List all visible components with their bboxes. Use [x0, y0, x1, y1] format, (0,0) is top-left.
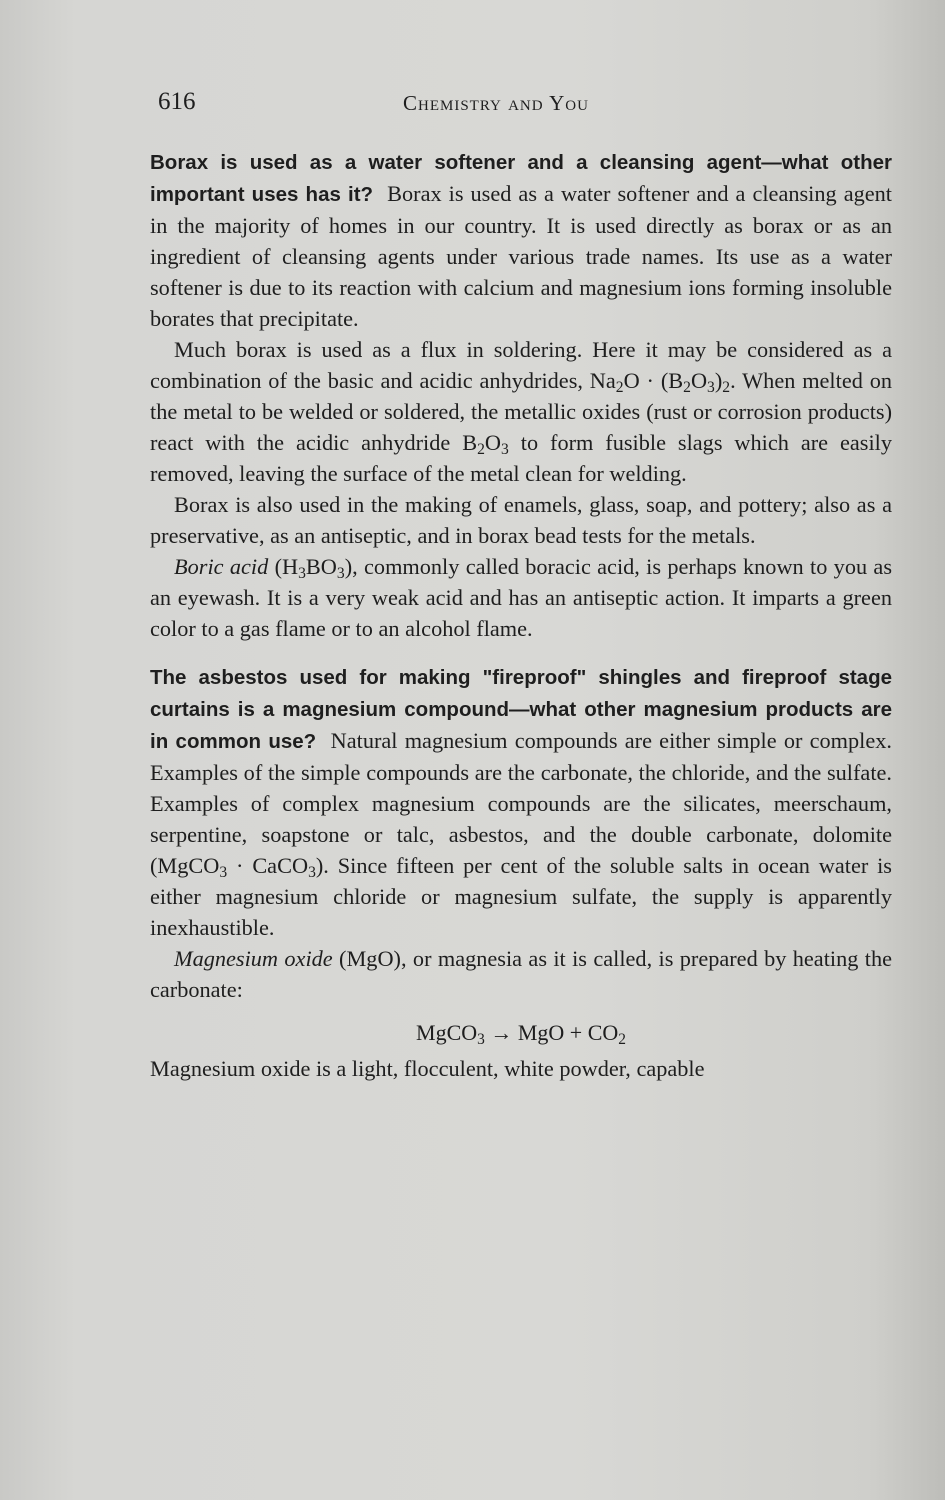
- boric-acid-text: , commonly called boracic acid, is perhaps known to you as an eyewash. It is a very weak acid and has an antiseptic action. It imparts a green color to a gas flame or to an alcohol flame.: [150, 554, 892, 641]
- magnesium-question-paragraph: [150, 661, 892, 943]
- magnesium-oxide-text: (MgO), or magnesia as it is called, is prepared by heating the carbonate:: [150, 946, 892, 1002]
- boric-acid-paragraph: [150, 551, 892, 644]
- equation-product-2: CO: [587, 1020, 619, 1045]
- flux-text-2: O · (B: [623, 368, 684, 393]
- boric-formula-1: (H: [274, 554, 299, 579]
- boric-sub-2: 3: [336, 564, 345, 582]
- magnesium-sub-2: 3: [308, 863, 316, 881]
- flux-text-7: to form fusible slags which are easily removed, leaving the surface of the metal clean for welding.: [150, 430, 892, 486]
- flux-text-1: Much borax is used as a flux in soldering. Here it may be considered as a combination of the basic and acidic anhydrides, Na: [150, 337, 892, 393]
- flux-sub-5: 2: [477, 440, 485, 458]
- flux-sub-2: 2: [683, 378, 691, 396]
- running-head: Chemistry and You: [403, 91, 589, 115]
- equation-reactant: MgCO: [416, 1020, 478, 1045]
- page-number: 616: [158, 88, 196, 115]
- magnesium-answer-1: Natural magnesium compounds are either simple or complex. Examples of the simple compounds are the carbonate, the chloride, and the sulfate. Examples of complex magnesium compounds are the silicates, meerschaum, serpentine, soapstone or talc, asbestos, and the double carbonate, dolomite (MgCO: [150, 728, 892, 878]
- equation-product-2-sub: 2: [618, 1030, 626, 1048]
- borax-uses-paragraph: Borax is also used in the making of enamels, glass, soap, and pottery; also as a preservative, as an antiseptic, and in borax bead tests for the metals.: [150, 492, 892, 548]
- magnesium-answer-3: ). Since fifteen per cent of the soluble salts in ocean water is either magnesium chloride or magnesium sulfate, the supply is apparently inexhaustible.: [150, 853, 892, 940]
- borax-answer-intro: Borax is used as a water softener and a cleansing agent in the majority of homes in our country. It is used directly as borax or as an ingredient of cleansing agents under various trade names. Its use as a water softener is due to its reaction with calcium and magnesium ions forming insoluble borates that precipitate.: [150, 181, 892, 331]
- equation-reactant-sub: 3: [477, 1030, 485, 1048]
- borax-flux-paragraph: [150, 334, 892, 489]
- boric-acid-term: Boric acid: [174, 554, 269, 579]
- equation-plus: +: [564, 1020, 588, 1045]
- flux-sub-6: 3: [501, 440, 509, 458]
- flux-text-6: O: [484, 430, 502, 455]
- flux-sub-4: 2: [722, 378, 731, 396]
- closing-line: Magnesium oxide is a light, flocculent, white powder, capable: [150, 1056, 705, 1081]
- magnesium-sub-1: 3: [219, 863, 228, 881]
- equation-arrow: →: [484, 1020, 518, 1045]
- flux-sub-1: 2: [615, 378, 624, 396]
- page-header: [158, 88, 898, 122]
- boric-formula-3: ): [344, 554, 353, 579]
- magnesium-question: The asbestos used for making "fireproof" shingles and fireproof stage curtains is a magnesium compound—what other magnesium products are in common use?: [150, 666, 892, 753]
- borax-question-paragraph: [150, 146, 892, 334]
- flux-text-3: O: [690, 368, 708, 393]
- flux-text-5: . When melted on the metal to be welded or soldered, the metallic oxides (rust or corrosion products) react with the acidic anhydride B: [150, 368, 893, 455]
- magnesium-oxide-term: Magnesium oxide: [174, 946, 333, 971]
- magnesium-answer-2: · CaCO: [227, 853, 309, 878]
- flux-text-4: ): [714, 368, 723, 393]
- flux-sub-3: 3: [707, 378, 715, 396]
- boric-formula-2: BO: [305, 554, 337, 579]
- body-text: [150, 146, 892, 1084]
- magnesium-oxide-paragraph: [150, 943, 892, 1005]
- chemical-equation: [150, 1017, 892, 1048]
- boric-sub-1: 3: [298, 564, 306, 582]
- borax-question: Borax is used as a water softener and a cleansing agent—what other important uses has it?: [150, 151, 892, 206]
- equation-product-1: MgO: [517, 1020, 565, 1045]
